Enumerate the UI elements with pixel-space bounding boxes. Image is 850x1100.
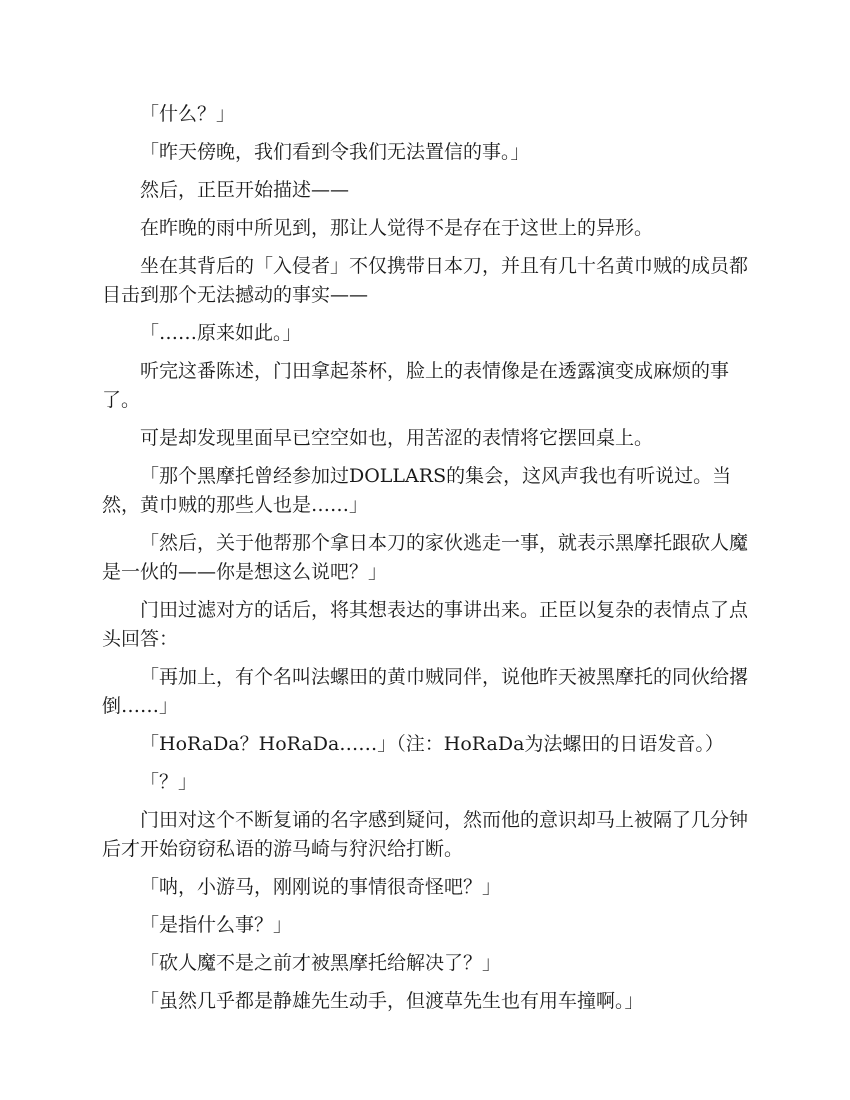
paragraph: 「呐，小游马，刚刚说的事情很奇怪吧？」: [140, 876, 502, 898]
paragraph: 然后，正臣开始描述——: [140, 179, 350, 201]
paragraph: 门田过滤对方的话后，将其想表达的事讲出来。正臣以复杂的表情点了点头回答：: [102, 599, 749, 650]
paragraph: 「昨天傍晚，我们看到令我们无法置信的事。」: [140, 141, 530, 163]
paragraph: 「砍人魔不是之前才被黑摩托给解决了？」: [140, 952, 502, 974]
paragraph: 「是指什么事？」: [140, 914, 293, 936]
paragraph: 「虽然几乎都是静雄先生动手，但渡草先生也有用车撞啊。」: [140, 990, 644, 1012]
paragraph: 听完这番陈述，门田拿起茶杯，脸上的表情像是在透露演变成麻烦的事了。: [102, 360, 730, 411]
paragraph: 「HoRaDa？HoRaDa……」（注：HoRaDa为法螺田的日语发音。）: [140, 733, 724, 755]
paragraph: 「……原来如此。」: [140, 322, 302, 344]
paragraph: 门田对这个不断复诵的名字感到疑问，然而他的意识却马上被隔了几分钟后才开始窃窃私语的游马崎与狩沢给打断。: [102, 809, 749, 860]
paragraph: 「然后，关于他帮那个拿日本刀的家伙逃走一事，就表示黑摩托跟砍人魔是一伙的——你是想这么说吧？」: [102, 532, 749, 583]
paragraph: 「再加上，有个名叫法螺田的黄巾贼同伴，说他昨天被黑摩托的同伙给撂倒……」: [102, 666, 749, 717]
paragraph: 坐在其背后的「入侵者」不仅携带日本刀，并且有几十名黄巾贼的成员都目击到那个无法撼动的事实——: [102, 255, 749, 306]
paragraph: 在昨晚的雨中所见到，那让人觉得不是存在于这世上的异形。: [140, 217, 654, 239]
paragraph: 「什么？」: [140, 103, 236, 125]
paragraph: 「那个黑摩托曾经参加过DOLLARS的集会，这风声我也有听说过。当然，黄巾贼的那些人也是……」: [102, 465, 732, 516]
paragraph: 「？」: [140, 771, 198, 793]
paragraph: 可是却发现里面早已空空如也，用苦涩的表情将它摆回桌上。: [140, 427, 654, 449]
document-body: [102, 100, 748, 1025]
